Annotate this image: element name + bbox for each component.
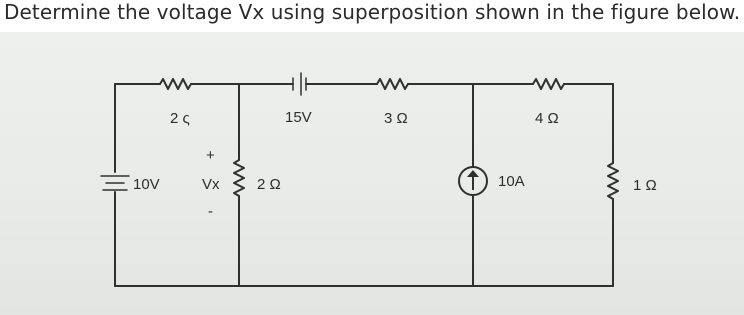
label-src-left: 10V [133,176,160,193]
battery-10v [101,176,129,190]
label-vx-plus: + [206,147,215,164]
resistor-middle [234,160,244,196]
label-r-top-right: 4 Ω [535,110,559,127]
label-r-middle: 2 Ω [257,176,281,193]
resistor-top-mid [377,79,408,89]
resistor-top-left [160,79,191,89]
label-r-top-left: 2 ς [170,110,190,127]
label-r-top-mid: 3 Ω [384,110,408,127]
label-vx-minus: - [208,203,213,220]
label-vx: Vx [202,176,220,193]
resistor-top-right [533,79,564,89]
label-current-source: 10A [498,173,525,190]
label-r-right: 1 Ω [633,177,657,194]
question-text: Determine the voltage Vx using superposition shown in the figure below. [4,0,741,24]
label-src-top: 15V [285,109,312,126]
resistor-right [608,163,618,199]
current-source-icon [459,167,487,195]
battery-15v [293,73,306,95]
